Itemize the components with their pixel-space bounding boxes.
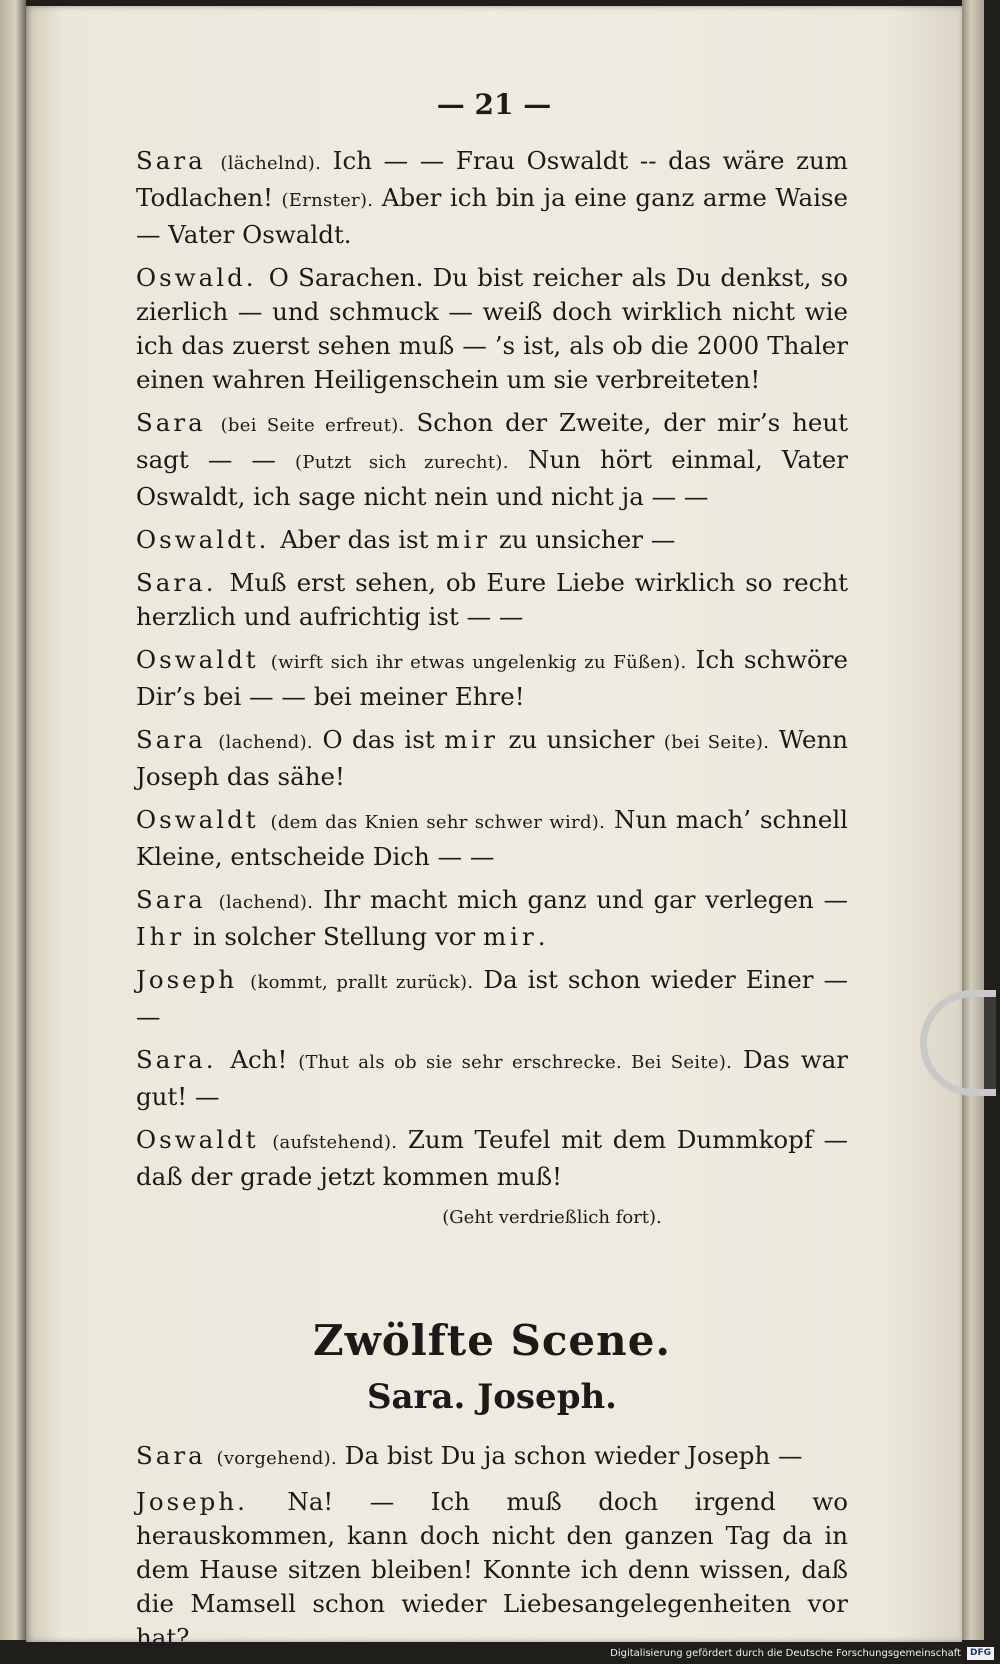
scene-dialogue-block — [136, 1439, 848, 1655]
spoken-text: zu unsicher — — [491, 525, 676, 554]
scene-cast: Sara. Joseph. — [366, 1377, 618, 1417]
footer-credit — [610, 1646, 994, 1660]
dialogue-paragraph — [136, 1485, 848, 1655]
spoken-text: Nun hört einmal, Vater Oswaldt, ich sage nicht nein und nicht ja — — — [136, 445, 848, 511]
speaker-name: Joseph. — [136, 1487, 288, 1516]
spoken-text: Wenn Joseph das sähe! — [136, 725, 849, 791]
stage-direction: (kommt, prallt zurück). — [250, 972, 474, 993]
speaker-name: Sara — [136, 146, 221, 175]
speaker-name: Sara — [136, 1441, 217, 1470]
spoken-text: Schon der Zweite, der mir’s heut sagt — — — [136, 408, 848, 474]
spoken-text: . — [537, 922, 546, 951]
speaker-name: Oswaldt — [136, 805, 271, 834]
dialogue-paragraph — [136, 566, 848, 634]
stage-direction: (vorgehend). — [216, 1448, 338, 1469]
spaced-emphasis: mir — [436, 525, 492, 554]
dialogue-paragraph — [136, 803, 848, 874]
speaker-name: Oswaldt — [136, 1125, 273, 1154]
spoken-text: Nun mach’ schnell Kleine, entscheide Dich — — — [136, 805, 848, 871]
stage-direction: (aufstehend). — [272, 1132, 398, 1153]
spaced-emphasis: mir — [482, 922, 538, 951]
speaker-name: Sara — [136, 408, 221, 437]
spoken-text: in solcher Stellung vor — [185, 922, 483, 951]
stage-direction: (dem das Knien sehr schwer wird). — [270, 812, 606, 833]
stage-direction: (lächelnd). — [220, 153, 322, 174]
speaker-name: Sara — [136, 885, 219, 914]
spoken-text: Ihr macht mich ganz und gar verlegen — — [313, 885, 849, 914]
page-number: — 21 — — [436, 88, 552, 121]
dialogue-paragraph — [136, 1123, 848, 1194]
dialogue-block — [136, 144, 848, 1194]
stage-direction: (lachend). — [218, 732, 313, 753]
dialogue-paragraph — [136, 406, 848, 514]
speaker-name: Oswaldt — [136, 645, 271, 674]
dfg-logo: DFG — [967, 1647, 994, 1660]
stage-direction: (bei Seite). — [663, 732, 770, 753]
dialogue-paragraph — [136, 261, 848, 397]
dialogue-paragraph — [136, 723, 848, 794]
dialogue-paragraph — [136, 144, 848, 252]
page-stack-edge — [962, 0, 984, 1640]
dialogue-paragraph — [136, 643, 848, 714]
spoken-text: Das war gut! — — [136, 1045, 848, 1111]
speaker-name: Oswald. — [136, 263, 269, 292]
spoken-text: O das ist — [312, 725, 445, 754]
dialogue-paragraph — [136, 523, 848, 557]
speaker-name: Sara. — [136, 1045, 231, 1074]
spaced-emphasis: mir — [444, 725, 499, 754]
spoken-text: Aber ich bin ja eine ganz arme Waise — Vater Oswaldt. — [136, 183, 848, 249]
stage-direction: (bei Seite erfreut). — [220, 415, 405, 436]
dialogue-paragraph — [136, 963, 848, 1034]
spoken-text: Na! — Ich muß doch irgend wo herauskommen, kann doch nicht den ganzen Tag da in dem Hause sitzen bleiben! Konnte ich denn wissen, daß die Mamsell schon wieder Liebesangelegenheiten vor hat? — [136, 1487, 848, 1652]
spoken-text: Zum Teufel mit dem Dummkopf — daß der grade jetzt kommen muß! — [136, 1125, 848, 1191]
spoken-text: Ich schwöre Dir’s bei — — bei meiner Ehre! — [136, 645, 848, 711]
spaced-emphasis: Ihr — [136, 922, 186, 951]
spoken-text: Ach! — [230, 1045, 299, 1074]
book-page — [26, 6, 962, 1652]
spoken-text: zu unsicher — [498, 725, 664, 754]
stage-direction: (wirft sich ihr etwas ungelenkig zu Füßen). — [270, 652, 687, 673]
spoken-text: Da ist schon wieder Einer — — — [136, 965, 848, 1031]
dialogue-paragraph — [136, 1043, 848, 1114]
spoken-text: Muß erst sehen, ob Eure Liebe wirklich so recht herzlich und aufrichtig ist — — — [136, 568, 848, 631]
stage-direction: (Putzt sich zurecht). — [295, 452, 509, 473]
spoken-text: Da bist Du ja schon wieder Joseph — — [337, 1441, 803, 1470]
exit-direction: (Geht verdrießlich fort). — [442, 1207, 662, 1228]
page-text — [136, 144, 848, 1664]
previous-page-edge — [0, 0, 26, 1640]
speaker-name: Joseph — [136, 965, 251, 994]
dialogue-paragraph — [136, 1439, 848, 1476]
speaker-name: Sara. — [136, 568, 230, 597]
spoken-text: Aber das ist — [280, 525, 437, 554]
dialogue-paragraph — [136, 883, 848, 954]
spoken-text: Ich — — Frau Oswaldt -- das wäre zum Todlachen! — [136, 146, 849, 212]
stage-direction: (Ernster). — [281, 190, 374, 211]
speaker-name: Sara — [136, 725, 219, 754]
footer-text: Digitalisierung gefördert durch die Deutsche Forschungsgemeinschaft — [610, 1647, 961, 1659]
stage-direction: (lachend). — [218, 892, 314, 913]
spoken-text: O Sarachen. Du bist reicher als Du denkst, so zierlich — und schmuck — weiß doch wirklich nicht wie ich das zuerst sehen muß — ’s ist, als ob die 2000 Thaler einen wahren Heiligenschein um sie verbreiteten! — [136, 263, 848, 394]
stage-direction: (Thut als ob sie sehr erschrecke. Bei Seite). — [298, 1052, 733, 1073]
scene-title: Zwölfte Scene. — [312, 1316, 672, 1365]
speaker-name: Oswaldt. — [136, 525, 281, 554]
